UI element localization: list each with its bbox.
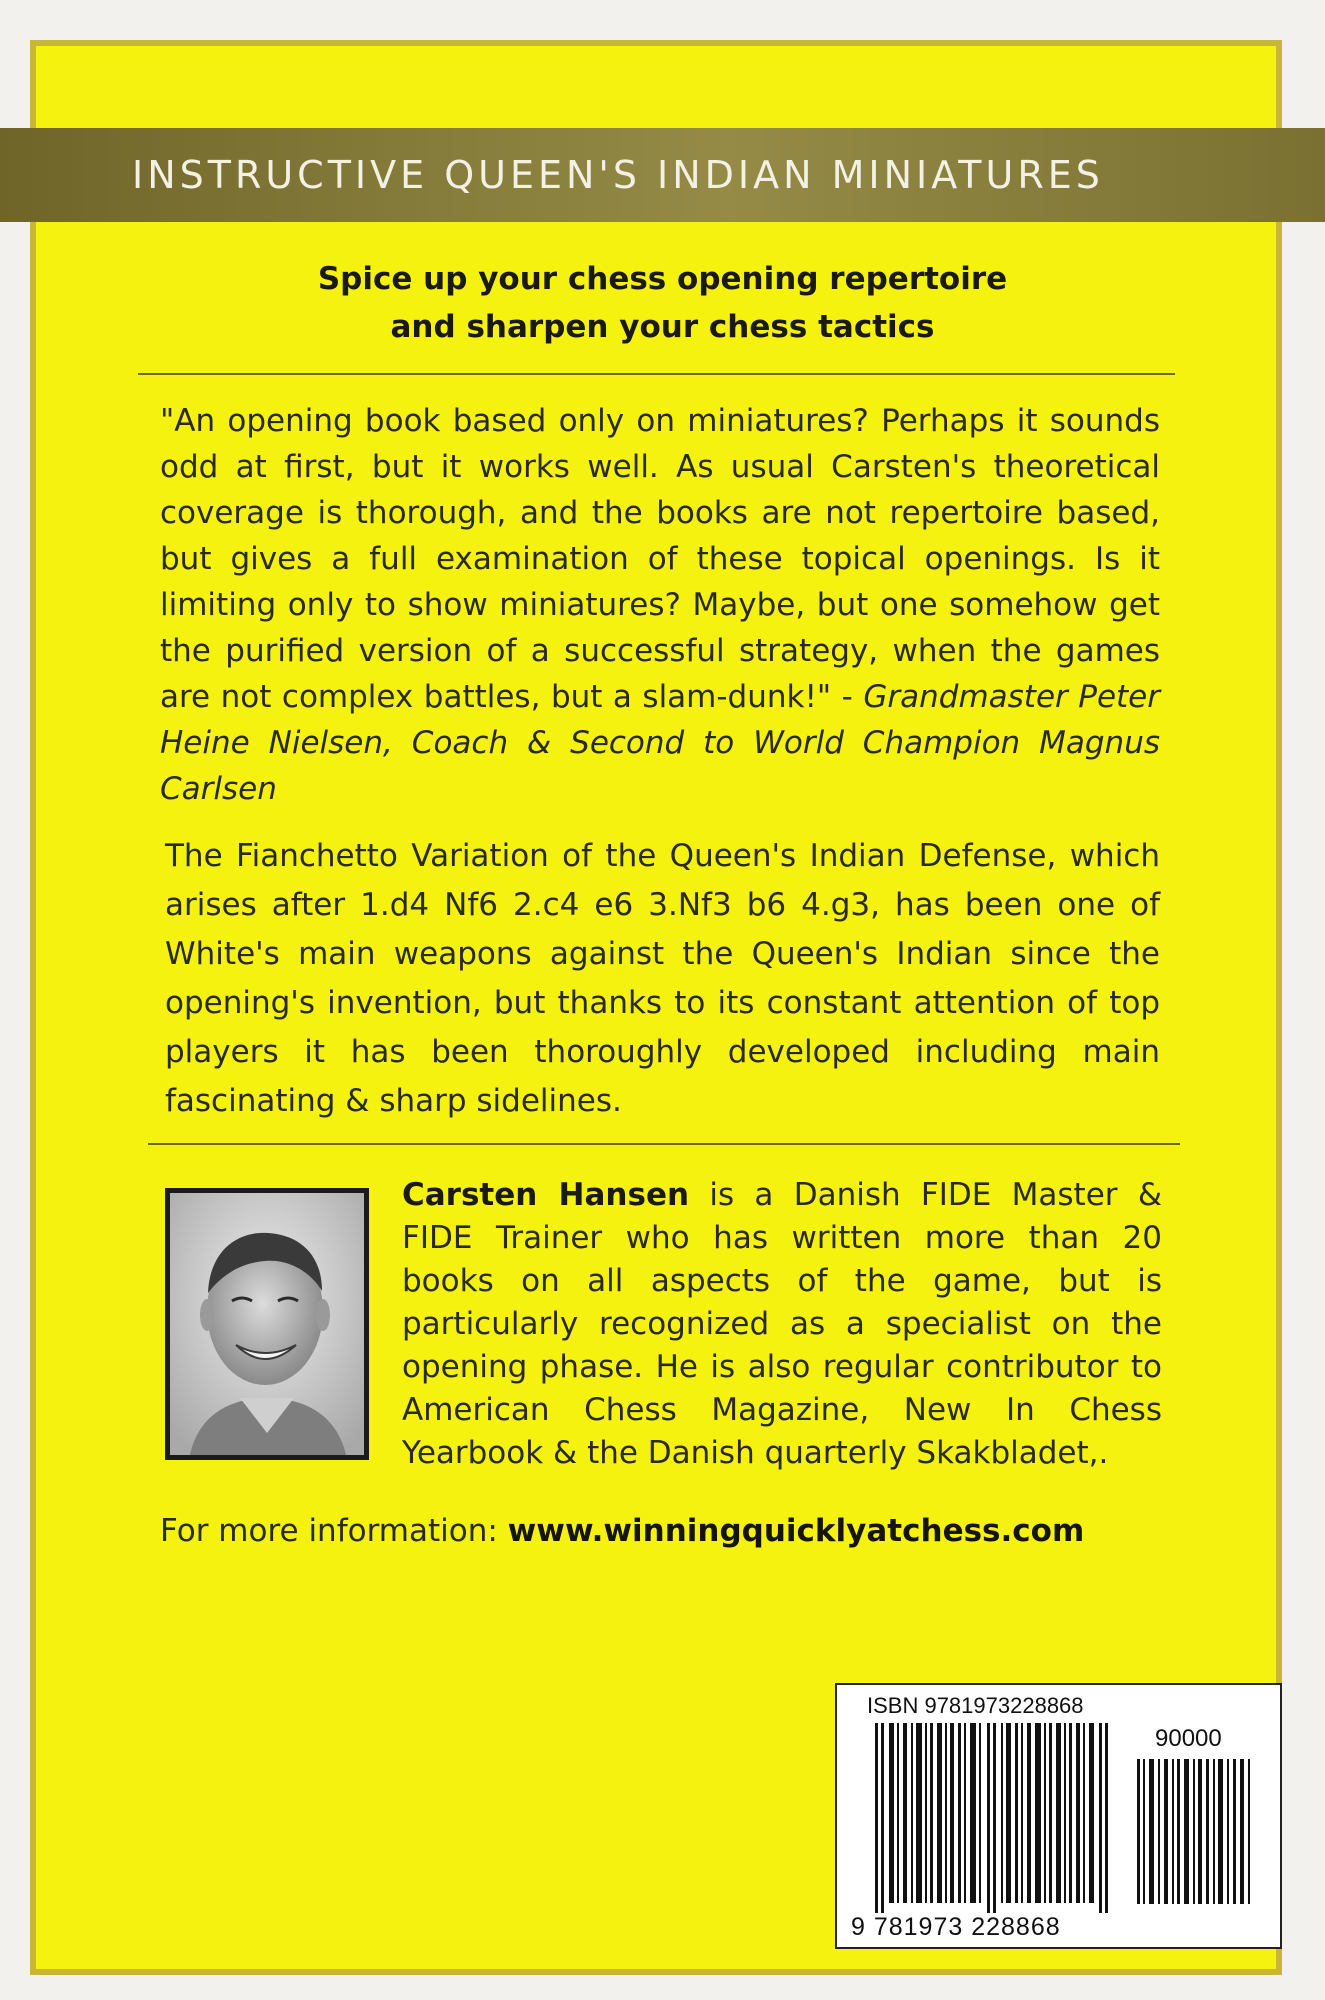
more-info [160, 1513, 1084, 1549]
quote-attribution: Grandmaster Peter Heine Nielsen, Coach & Second to World Champion Magnus Carlsen [160, 679, 1161, 807]
divider-middle [148, 1143, 1180, 1145]
tagline-line-1: Spice up your chess opening repertoire [317, 261, 1008, 297]
author-photo [165, 1188, 369, 1460]
divider-top [138, 373, 1175, 375]
website-link[interactable]: www.winningquicklyatchess.com [507, 1513, 1085, 1549]
price-barcode-icon [1137, 1759, 1257, 1904]
author-bio-text: is a Danish FIDE Master & FIDE Trainer who has written more than 20 books on all aspects of the game, but is particularly recognized as a specialist on the opening phase. He is also regular contributor to American Chess Magazine, New In Chess Yearbook & the Danish quarterly Skakbladet,. [402, 1177, 1163, 1471]
isbn-label: ISBN 9781973228868 [867, 1693, 1084, 1718]
tagline-line-2: and sharpen your chess tactics [390, 309, 935, 345]
book-description [165, 832, 1160, 1126]
more-info-label: For more information: [160, 1513, 508, 1549]
description-text: The Fianchetto Variation of the Queen's Indian Defense, which arises after 1.d4 Nf6 2.c4 e6 3.Nf3 b6 4.g3, has been one of White's main weapons against the Queen's Indian since the opening's invention, but thanks to its constant attention of top players it has been thoroughly developed including main fascinating & sharp sidelines. [165, 838, 1160, 1119]
title-banner [0, 128, 1325, 222]
isbn-barcode-icon [875, 1723, 1115, 1913]
book-title: INSTRUCTIVE QUEEN'S INDIAN MINIATURES [132, 153, 1104, 197]
author-portrait-image [170, 1193, 364, 1455]
author-name: Carsten Hansen [402, 1177, 690, 1213]
endorsement-quote [160, 398, 1160, 812]
barcode-box [835, 1683, 1282, 1949]
quote-text: "An opening book based only on miniatures? Perhaps it sounds odd at first, but it works well. As usual Carsten's theoretical coverage is thorough, and the books are not repertoire based, but gives a full examination of these topical openings. Is it limiting only to show miniatures? Maybe, but one somehow get the purified version of a successful strategy, when the games are not complex battles, but a slam-dunk!" - [160, 403, 1160, 715]
tagline [0, 255, 1325, 351]
price-code: 90000 [1155, 1725, 1222, 1752]
isbn-digits: 9 781973 228868 [851, 1913, 1061, 1941]
author-bio [402, 1174, 1162, 1475]
